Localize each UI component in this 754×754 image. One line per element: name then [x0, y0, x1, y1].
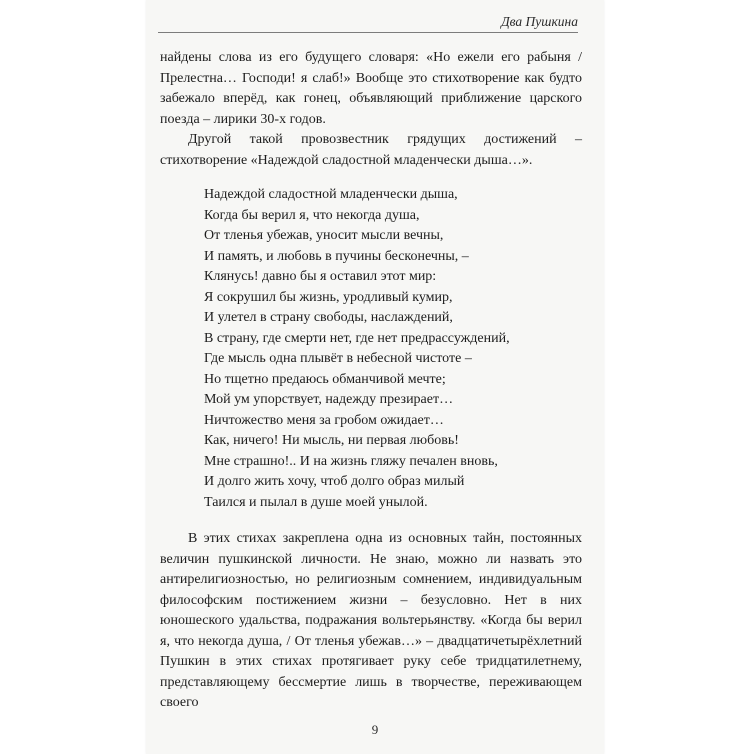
poem-line: Когда бы верил я, что некогда душа, [204, 207, 420, 223]
paragraph-1: найдены слова из его будущего словаря: «Но ежели его рабыня / Прелестна… Господи! я слаб!» Вообще это стихотворение как будто забежало вперёд, как гонец, объявляющий приближение царского поезда – лирики 30-х годов. [160, 50, 582, 127]
paragraph-3: В этих стихах закреплена одна из основных тайн, постоянных величин пушкинской личности. Не знаю, можно ли назвать это антирелигиозностью, но религиозным сомнением, индивидуальным философским постижением жизни – безусловно. Нет в них юношеского удальства, подражания вольтерьянству. «Когда бы верил я, что некогда душа, / От тленья убежав…» – двадцатичетырёхлетний Пушкин в этих стихах протягивает руку себе тридцатилетнему, представляющему бессмертие лишь в творчестве, переживающем своего [160, 531, 582, 710]
poem-line: И память, и любовь в пучины бесконечны, – [204, 248, 469, 264]
running-header: Два Пушкина [501, 14, 578, 29]
paragraph-2: Другой такой провозвестник грядущих достижений – стихотворение «Надеждой сладостной младенчески дыша…». [160, 132, 582, 168]
poem-line: В страну, где смерти нет, где нет предрассуждений, [204, 330, 510, 346]
page-number: 9 [371, 722, 379, 737]
header-rule [158, 32, 578, 33]
poem-line: Мне страшно!.. И на жизнь гляжу печален вновь, [204, 453, 498, 469]
poem-line: Мой ум упорствует, надежду презирает… [204, 392, 454, 407]
poem-line: Но тщетно предаюсь обманчивой мечте; [204, 371, 446, 387]
poem-line: Где мысль одна плывёт в небесной чистоте – [204, 351, 472, 366]
body-text [160, 48, 582, 714]
poem-line: От тленья убежав, уносит мысли вечны, [204, 228, 444, 243]
poem-line: Надеждой сладостной младенчески дыша, [204, 187, 458, 202]
book-page [146, 0, 604, 754]
poem-line: Как, ничего! Ни мысль, ни первая любовь! [204, 433, 459, 448]
poem [204, 185, 582, 513]
poem-line: И долго жить хочу, чтоб долго образ милый [204, 474, 465, 489]
poem-line: Я сокрушил бы жизнь, уродливый кумир, [204, 289, 453, 305]
poem-line: Клянусь! давно бы я оставил этот мир: [204, 269, 437, 284]
poem-line: И улетел в страну свободы, наслаждений, [204, 310, 453, 325]
poem-line: Ничтожество меня за гробом ожидает… [204, 412, 444, 428]
poem-line: Таился и пылал в душе моей унылой. [204, 494, 428, 510]
